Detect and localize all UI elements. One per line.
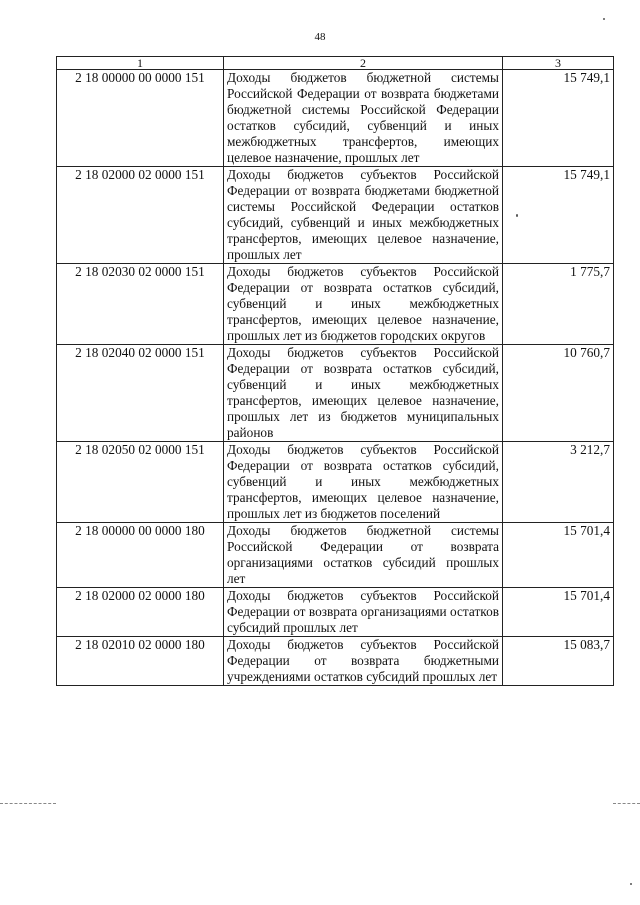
budget-code: 2 18 02000 02 0000 180 <box>57 588 224 637</box>
column-header-code: 1 <box>57 57 224 70</box>
scan-artifact-line-right <box>613 803 640 804</box>
revenue-description: Доходы бюджетов субъектов Российской Федерации от возврата бюджетами бюджетной системы Российской Федерации остатков субсидий, субвенций и иных межбюджетных трансфертов, имеющих целевое назначение, прошлых лет <box>224 167 503 264</box>
revenue-description: Доходы бюджетов субъектов Российской Федерации от возврата остатков субсидий, субвенций и иных межбюджетных трансфертов, имеющих целевое назначение, прошлых лет из бюджетов поселений <box>224 442 503 523</box>
revenue-description: Доходы бюджетов субъектов Российской Федерации от возврата остатков субсидий, субвенций и иных межбюджетных трансфертов, имеющих целевое назначение, прошлых лет из бюджетов городских округов <box>224 264 503 345</box>
column-header-amount: 3 <box>503 57 614 70</box>
revenue-description: Доходы бюджетов субъектов Российской Федерации от возврата остатков субсидий, субвенций и иных межбюджетных трансфертов, имеющих целевое назначение, прошлых лет из бюджетов муниципальных районов <box>224 345 503 442</box>
table-row <box>57 523 614 588</box>
page-number: 48 <box>314 31 326 43</box>
scan-speck <box>603 18 605 20</box>
table-row <box>57 442 614 523</box>
amount-value: 10 760,7 <box>503 345 614 442</box>
budget-revenue-table <box>56 56 614 686</box>
table-row <box>57 70 614 167</box>
amount-value: 15 701,4 <box>503 588 614 637</box>
budget-code: 2 18 02040 02 0000 151 <box>57 345 224 442</box>
revenue-description: Доходы бюджетов субъектов Российской Федерации от возврата бюджетными учреждениями остатков субсидий прошлых лет <box>224 637 503 686</box>
amount-value: 15 749,1 <box>503 70 614 167</box>
budget-code: 2 18 00000 00 0000 180 <box>57 523 224 588</box>
budget-code: 2 18 02030 02 0000 151 <box>57 264 224 345</box>
revenue-description: Доходы бюджетов субъектов Российской Федерации от возврата организациями остатков субсидий прошлых лет <box>224 588 503 637</box>
table-row <box>57 345 614 442</box>
budget-code: 2 18 02000 02 0000 151 <box>57 167 224 264</box>
scan-speck <box>516 214 518 217</box>
budget-code: 2 18 02050 02 0000 151 <box>57 442 224 523</box>
table-row <box>57 588 614 637</box>
amount-value: 15 749,1 <box>503 167 614 264</box>
revenue-description: Доходы бюджетов бюджетной системы Российской Федерации от возврата бюджетами бюджетной системы Российской Федерации остатков субсидий, субвенций и иных межбюджетных трансфертов, имеющих целевое назначение, прошлых лет <box>224 70 503 167</box>
amount-value: 15 083,7 <box>503 637 614 686</box>
table-row <box>57 264 614 345</box>
table-row <box>57 167 614 264</box>
amount-value: 1 775,7 <box>503 264 614 345</box>
budget-code: 2 18 02010 02 0000 180 <box>57 637 224 686</box>
table-row <box>57 637 614 686</box>
table-header-row <box>57 57 614 70</box>
budget-code: 2 18 00000 00 0000 151 <box>57 70 224 167</box>
amount-value: 15 701,4 <box>503 523 614 588</box>
column-header-description: 2 <box>224 57 503 70</box>
scan-artifact-line-left <box>0 803 56 804</box>
revenue-description: Доходы бюджетов бюджетной системы Российской Федерации от возврата организациями остатков субсидий прошлых лет <box>224 523 503 588</box>
amount-value: 3 212,7 <box>503 442 614 523</box>
scan-speck <box>630 883 632 885</box>
